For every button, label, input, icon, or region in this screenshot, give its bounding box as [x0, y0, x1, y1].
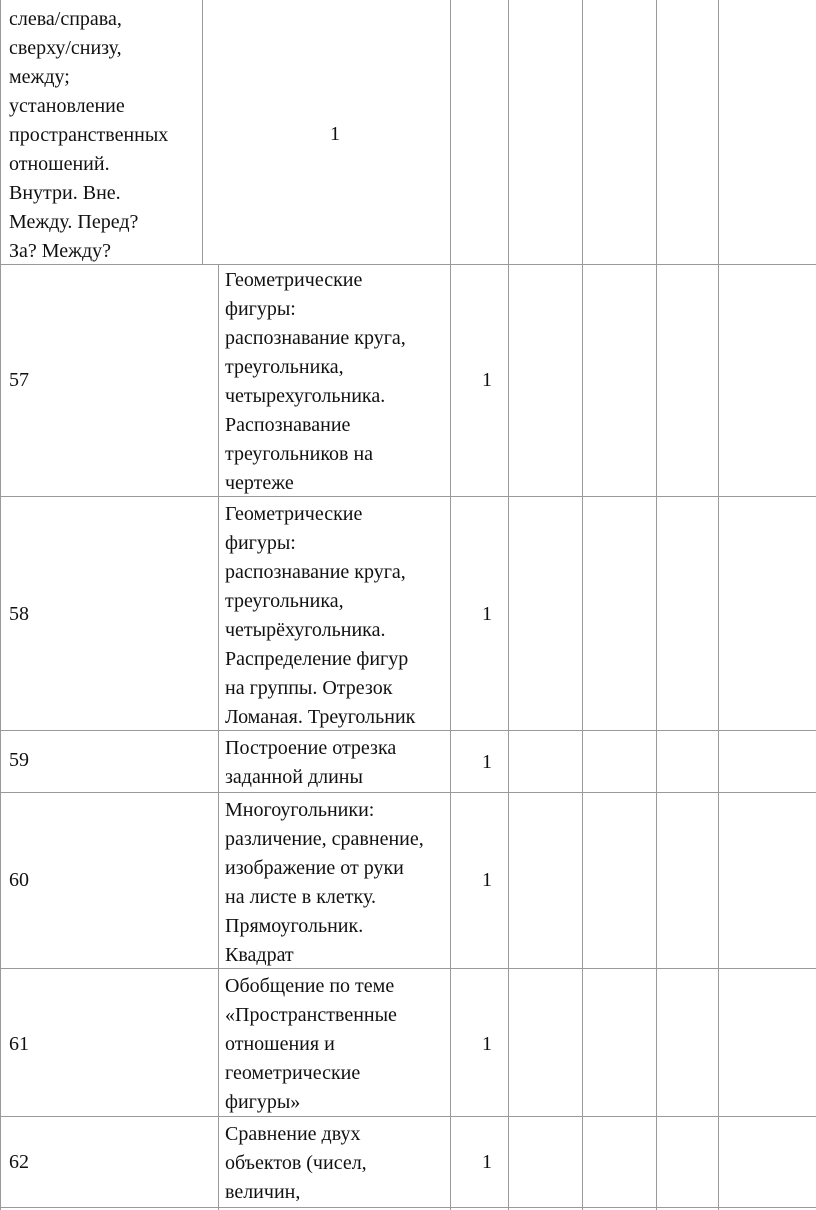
- continuation-topic-cell: слева/справа, сверху/снизу, между; установление пространственных отношений. Внутри. Вне. Между. Перед? За? Между?: [9, 8, 169, 262]
- row-topic-cell: Построение отрезка заданной длины: [225, 737, 397, 788]
- row-topic-cell: Геометрические фигуры: распознавание круга, треугольника, четырёхугольника. Распределение фигур на группы. Отрезок Ломаная. Треугольник: [225, 503, 416, 728]
- continuation-hours-cell: 1: [330, 123, 340, 145]
- row-hours-cell: 1: [482, 603, 492, 625]
- row-hours-cell: 1: [482, 751, 492, 773]
- row-number-cell: 62: [9, 1151, 29, 1173]
- row-number-cell: 61: [9, 1033, 29, 1055]
- table-column-divider: [218, 264, 219, 1210]
- table-column-divider: [582, 264, 583, 1210]
- row-topic-cell: Многоугольники: различение, сравнение, изображение от руки на листе в клетку. Прямоугольник. Квадрат: [225, 799, 424, 966]
- table-column-divider: [450, 0, 451, 264]
- row-number-cell: 60: [9, 869, 29, 891]
- row-hours-cell: 1: [482, 1151, 492, 1173]
- row-topic-cell: Обобщение по теме «Пространственные отношения и геометрические фигуры»: [225, 975, 397, 1113]
- table-border-left: [0, 264, 1, 1210]
- row-separator: [0, 792, 816, 793]
- table-column-divider: [718, 264, 719, 1210]
- row-hours-cell: 1: [482, 369, 492, 391]
- table-column-divider: [582, 0, 583, 264]
- table-column-divider: [656, 0, 657, 264]
- row-topic-cell: Сравнение двух объектов (чисел, величин,: [225, 1123, 367, 1203]
- table-column-divider: [450, 264, 451, 1210]
- row-topic-cell: Геометрические фигуры: распознавание круга, треугольника, четырехугольника. Распознавание треугольников на чертеже: [225, 269, 406, 494]
- row-number-cell: 58: [9, 603, 29, 625]
- table-column-divider: [202, 0, 203, 264]
- table-column-divider: [508, 0, 509, 264]
- row-hours-cell: 1: [482, 869, 492, 891]
- table-border-left-continuation: [0, 0, 1, 264]
- row-hours-cell: 1: [482, 1033, 492, 1055]
- row-separator: [0, 264, 816, 265]
- row-number-cell: 57: [9, 369, 29, 391]
- row-number-cell: 59: [9, 749, 29, 771]
- table-column-divider: [508, 264, 509, 1210]
- row-separator: [0, 1207, 816, 1208]
- table-column-divider: [656, 264, 657, 1210]
- table-column-divider: [718, 0, 719, 264]
